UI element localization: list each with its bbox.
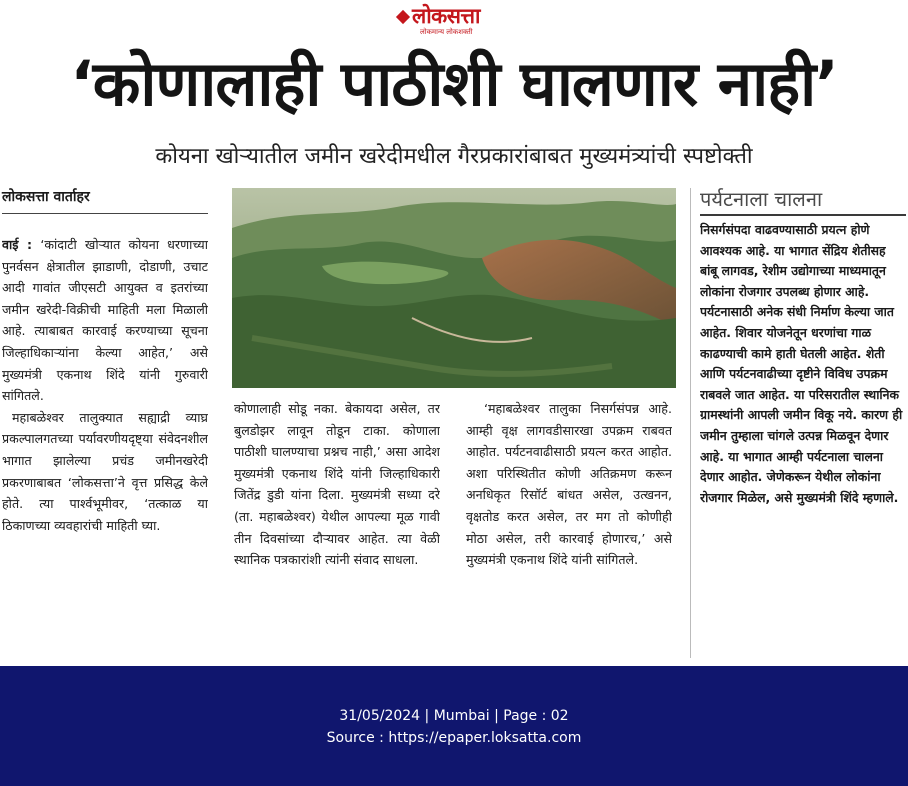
aerial-landscape-photo bbox=[232, 188, 676, 388]
sidebar-divider bbox=[690, 188, 691, 658]
column-2-paragraph-1: कोणालाही सोडू नका. बेकायदा असेल, तर बुलडोझर लावून तोडून टाका. कोणाला पाठीशी घालण्याचा प्रश्नच नाही,’ असा आदेश मुख्यमंत्री एकनाथ शिंदे यांनी जिल्हाधिकारी जितेंद्र डुडी यांना दिला. मुख्यमंत्री सध्या दरे (ता. महाबळेश्वर) येथील आपल्या मूळ गावी तीन दिवसांच्या दौऱ्यावर आहेत. त्या वेळी स्थानिक पत्रकारांशी त्यांनी संवाद साधला. bbox=[234, 401, 440, 568]
article-column-1 bbox=[2, 234, 208, 658]
column-1-paragraph-1 bbox=[2, 234, 208, 407]
article-dateline: वाई : bbox=[2, 237, 33, 252]
sidebar-body: निसर्गसंपदा वाढवण्यासाठी प्रयत्न होणे आवश्यक आहे. या भागात सेंद्रिय शेतीसह बांबू लागवड, रेशीम उद्योगाच्या माध्यमातून लोकांना रोजगार उपलब्ध होणार आहे. पर्यटनासाठी अनेक संधी निर्माण केल्या जात आहेत. शिवार योजनेतून धरणांचा गाळ काढण्याची कामे हाती घेतली आहेत. शेती आणि पर्यटनवाढीच्या दृष्टीने विविध उपक्रम राबवले जात आहेत. या परिसरातील स्थानिक ग्रामस्थांनी आपली जमीन विकू नये. कारण ही जमीन तुम्हाला चांगले उत्पन्न मिळवून देणार आहे. या भागात आम्ही पर्यटनाला चालना देणार आहोत. जेणेकरून येथील लोकांना रोजगार मिळेल, असे मुख्यमंत्री शिंदे म्हणाले. bbox=[700, 222, 903, 505]
sidebar-title: पर्यटनाला चालना bbox=[700, 187, 823, 211]
column-1-paragraph-2: महाबळेश्वर तालुक्यात सह्याद्री व्याघ्र प्रकल्पालगतच्या पर्यावरणीयदृष्ट्या संवेदनशील भागात झालेल्या प्रचंड जमीनखरेदी प्रकरणाबाबत ‘लोकसत्ता’ने वृत्त प्रसिद्ध केले होते. त्या पार्श्वभूमीवर, ‘तत्काळ या ठिकाणच्या व्यवहारांची माहिती घ्या. bbox=[2, 409, 208, 533]
footer-source-link[interactable]: Source : https://epaper.loksatta.com bbox=[326, 730, 582, 746]
article-column-2 bbox=[234, 398, 440, 660]
masthead-name: लोकसत्ता bbox=[412, 4, 480, 28]
article-subheadline: कोयना खोऱ्यातील जमीन खरेदीमधील गैरप्रकारांबाबत मुख्यमंत्र्यांची स्पष्टोक्ती bbox=[155, 144, 753, 169]
column-1-paragraph-1-text: ‘कांदाटी खोऱ्यात कोयना धरणाच्या पुनर्वसन क्षेत्रातील झाडाणी, दोडाणी, उचाट आदी गावांत जीएसटी आयुक्त व इतरांच्या जमीन खरेदी-विक्रीची माहिती मला मिळाली आहे. त्याबाबत कारवाई करण्याच्या सूचना जिल्हाधिकाऱ्यांना केल्या आहेत,’ असे मुख्यमंत्री एकनाथ शिंदे यांनी गुरुवारी सांगितले. bbox=[2, 237, 208, 404]
article-column-3 bbox=[466, 398, 672, 660]
column-3-paragraph-1: ‘महाबळेश्वर तालुका निसर्गसंपन्न आहे. आम्ही वृक्ष लागवडीसारखा उपक्रम राबवत आहोत. पर्यटनवाढीसाठी प्रयत्न करत आहोत. अशा परिस्थितीत कोणी अतिक्रमण करून अनधिकृत रिसॉर्ट बांधत असेल, उत्खनन, वृक्षतोड करत असेल, तर मग तो कोणीही मोठा असेल, तरी कारवाई होणारच,’ असे मुख्यमंत्री एकनाथ शिंदे यांनी सांगितले. bbox=[466, 401, 672, 568]
source-footer bbox=[0, 666, 908, 786]
photo-landscape-icon bbox=[232, 188, 676, 388]
masthead-tagline: लोकमान्य लोकशक्ती bbox=[420, 28, 473, 36]
masthead-logo bbox=[398, 4, 516, 36]
article-byline: लोकसत्ता वार्ताहर bbox=[2, 189, 90, 205]
article-headline: ‘कोणालाही पाठीशी घालणार नाही’ bbox=[70, 47, 838, 120]
byline-divider bbox=[2, 213, 208, 214]
sidebar-title-underline bbox=[700, 214, 906, 216]
logo-mark-icon bbox=[396, 10, 410, 24]
footer-date-line: 31/05/2024 | Mumbai | Page : 02 bbox=[339, 708, 569, 724]
